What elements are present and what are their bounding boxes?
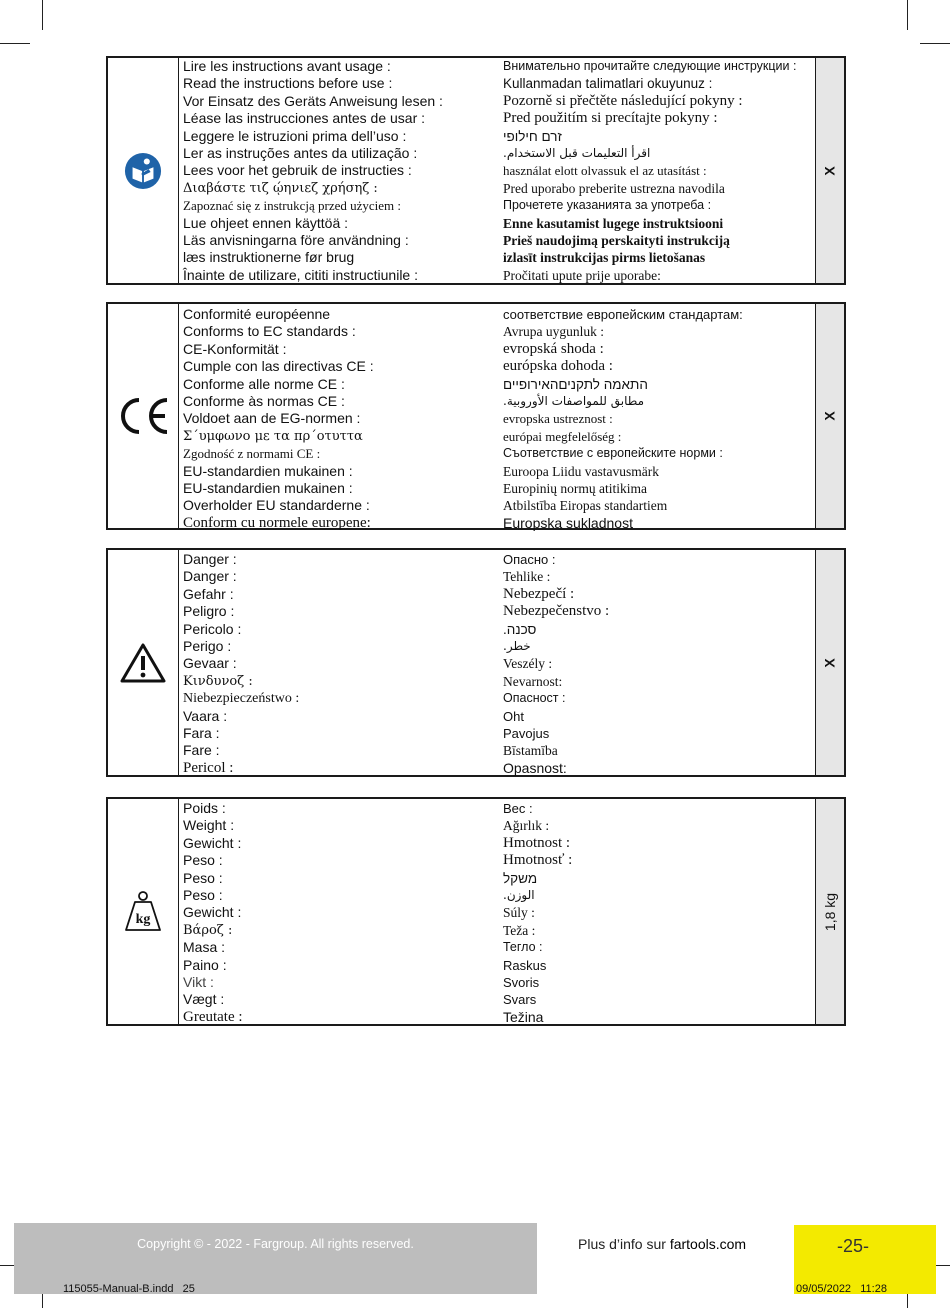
text-line: Perigo :	[183, 638, 232, 655]
text-line: Peso :	[183, 869, 223, 886]
value-cell	[815, 58, 844, 283]
text-line: Europinių normų atitikima	[503, 481, 647, 497]
slug-file: 115055-Manual-B.indd 25	[63, 1283, 195, 1295]
ce-mark-icon	[115, 396, 171, 436]
text-line: Vaara :	[183, 707, 228, 724]
page-number: -25-	[836, 1236, 869, 1256]
text-line: Svars	[503, 992, 537, 1008]
text-line: .مطابق للمواصفات الأوروبية	[503, 394, 645, 409]
text-line: Pericol :	[183, 759, 234, 776]
text-column-right	[503, 306, 743, 532]
text-line: Niebezpieczeństwo :	[183, 691, 300, 707]
text-line: EU-standardien mukainen :	[183, 480, 353, 497]
text-line: משקל	[503, 870, 538, 886]
text-line: Raskus	[503, 957, 547, 973]
read-manual-icon	[124, 152, 162, 190]
text-line: Pavojus	[503, 726, 550, 742]
text-line: Conforms to EC standards :	[183, 323, 356, 340]
icon-cell	[108, 799, 179, 1024]
text-line: Κινδυνοζ :	[183, 673, 253, 689]
text-line: соответствие европейским стандартам:	[503, 307, 743, 322]
text-line: Cumple con las directivas CE :	[183, 358, 374, 375]
text-column-left	[183, 306, 374, 532]
text-line: Danger :	[183, 568, 237, 585]
text-line: Léase las instrucciones antes de usar :	[183, 110, 426, 127]
text-line: Вес :	[503, 801, 533, 816]
text-line: Ağırlık :	[503, 818, 550, 834]
value-cell	[815, 304, 844, 528]
text-line: .סכנה	[503, 621, 537, 637]
text-line: Overholder EU standarderne :	[183, 497, 370, 514]
text-line: Súly :	[503, 905, 535, 921]
text-line: Bīstamība	[503, 743, 558, 759]
text-line: Danger :	[183, 551, 237, 567]
text-line: Zapoznać się z instrukcją przed użyciem :	[183, 198, 402, 214]
text-line: .اقرأ التعليمات قبل الاستخدام	[503, 146, 651, 161]
read-instructions-block	[106, 56, 846, 285]
weight-block	[106, 797, 846, 1026]
text-line: Europska sukladnost	[503, 514, 633, 531]
text-line: Conforme às normas CE :	[183, 393, 345, 410]
text-column-left	[183, 551, 299, 777]
text-line: Pred použitím si precítajte pokyny :	[503, 110, 718, 127]
text-line: Vor Einsatz des Geräts Anweisung lesen :	[183, 92, 443, 109]
text-column-right	[503, 800, 572, 1026]
text-line: Oht	[503, 708, 524, 724]
text-line: Pozorně si přečtěte následující pokyny :	[503, 92, 743, 109]
text-line: Fara :	[183, 725, 220, 742]
text-line: .خطر	[503, 639, 531, 654]
text-line: זרם חילופי	[503, 128, 562, 144]
text-line: Lees voor het gebruik de instructies :	[183, 162, 412, 179]
text-line: Σ΄υμφωνο με τα πρ΄οτυττα	[183, 428, 363, 444]
website-link[interactable]: fartools.com	[669, 1236, 747, 1252]
text-line: Zgodność z normami CE :	[183, 446, 321, 462]
text-line: Pericolo :	[183, 620, 242, 637]
text-line: Gefahr :	[183, 585, 234, 602]
text-line: læs instruktionerne før brug	[183, 249, 355, 266]
icon-cell	[108, 550, 179, 775]
text-line: Voldoet aan de EG-normen :	[183, 410, 361, 427]
text-line: Weight :	[183, 817, 235, 834]
text-line: Poids :	[183, 800, 226, 816]
text-column-right	[503, 58, 796, 284]
crop-mark	[920, 43, 950, 44]
weight-icon-label: kg	[135, 911, 151, 927]
text-line: Peso :	[183, 852, 223, 869]
text-line: Ler as instruções antes da utilização :	[183, 145, 418, 162]
text-line: Nevarnost:	[503, 673, 563, 689]
text-line: európai megfelelőség :	[503, 428, 622, 444]
text-line: Svoris	[503, 975, 540, 991]
weight-value: 1,8 kg	[822, 892, 839, 931]
text-line: Тегло :	[503, 940, 543, 955]
warning-triangle-icon	[119, 642, 167, 684]
text-line: Opasnost:	[503, 759, 567, 776]
text-line: Prieš naudojimą perskaityti instrukciją	[503, 233, 730, 249]
text-line: Înainte de utilizare, cititi instructiunile :	[183, 266, 418, 283]
text-line: Greutate :	[183, 1008, 243, 1025]
text-line: Hmotnost :	[503, 834, 571, 851]
text-line: Gevaar :	[183, 655, 237, 672]
text-line: Lue ohjeet ennen käyttöä :	[183, 214, 349, 231]
text-line: Vægt :	[183, 991, 225, 1008]
value-mark: X	[822, 411, 838, 421]
weight-kg-icon	[123, 890, 163, 934]
text-line: Опасно :	[503, 552, 556, 567]
more-info	[578, 1236, 746, 1252]
text-line: Težina	[503, 1008, 544, 1025]
text-line: Veszély :	[503, 656, 553, 672]
crop-mark	[42, 0, 43, 30]
text-line: Опасност :	[503, 691, 566, 706]
text-line: Nebezpečenstvo :	[503, 603, 610, 620]
text-line: .الوزن	[503, 888, 535, 903]
text-line: Lire les instructions avant usage :	[183, 58, 391, 74]
text-line: CE-Konformität :	[183, 340, 287, 357]
danger-block	[106, 548, 846, 777]
text-line: התאמה לתקניםהאירופיים	[503, 376, 648, 392]
text-line: Kullanmadan talimatlari okuyunuz :	[503, 76, 713, 92]
text-line: Avrupa uygunluk :	[503, 324, 604, 340]
text-line: Vikt :	[183, 974, 214, 991]
value-mark: X	[822, 165, 838, 176]
slug-date: 09/05/2022 11:28	[796, 1283, 887, 1295]
text-line: Съответствие с европейските норми :	[503, 446, 723, 461]
value-cell	[815, 799, 844, 1024]
value-mark: X	[822, 657, 838, 668]
text-line: Pred uporabo preberite ustrezna navodila	[503, 180, 725, 196]
text-column-left	[183, 58, 443, 284]
text-line: Atbilstība Eiropas standartiem	[503, 498, 668, 514]
crop-mark	[0, 43, 30, 44]
text-line: Βάροζ :	[183, 922, 233, 938]
text-line: Peso :	[183, 887, 223, 904]
icon-cell	[108, 304, 179, 528]
text-line: Conformité européenne	[183, 306, 331, 322]
text-line: Gewicht :	[183, 904, 242, 921]
text-line: Tehlike :	[503, 569, 551, 585]
text-line: Pročitati upute prije uporabe:	[503, 267, 661, 283]
text-line: Enne kasutamist lugege instruktsiooni	[503, 215, 724, 231]
text-line: Hmotnosť :	[503, 852, 573, 869]
text-line: izlasīt instrukcijas pirms lietošanas	[503, 250, 706, 266]
copyright-text: Copyright © - 2022 - Fargroup. All rights reserved.	[137, 1237, 414, 1251]
text-line: Διαβάστε τιζ ῴηνιεζ χρήσηζ :	[183, 180, 378, 196]
text-line: Teža :	[503, 922, 536, 938]
text-line: Gewicht :	[183, 834, 242, 851]
text-column-left	[183, 800, 243, 1026]
text-line: használat elott olvassuk el az utasítást :	[503, 163, 707, 179]
text-line: Read the instructions before use :	[183, 75, 393, 92]
text-line: Masa :	[183, 939, 226, 956]
more-info-prefix: Plus d’info sur	[578, 1236, 670, 1252]
text-line: Nebezpečí :	[503, 585, 575, 602]
ce-conformity-block	[106, 302, 846, 530]
text-line: evropska ustreznost :	[503, 411, 613, 427]
text-line: Fare :	[183, 742, 220, 759]
text-line: Conforme alle norme CE :	[183, 375, 345, 392]
text-line: Läs anvisningarna före användning :	[183, 232, 409, 249]
crop-mark	[907, 0, 908, 30]
text-line: Внимательно прочитайте следующие инструкции :	[503, 59, 797, 73]
text-line: Leggere le istruzioni prima dell’uso :	[183, 127, 407, 144]
text-line: európska dohoda :	[503, 358, 613, 375]
text-line: Paino :	[183, 956, 227, 973]
text-line: evropská shoda :	[503, 340, 604, 357]
text-column-right	[503, 551, 609, 777]
text-line: Conform cu normele europene:	[183, 514, 371, 531]
text-line: Прочетете указанията за употреба :	[503, 198, 712, 213]
value-cell	[815, 550, 844, 775]
text-line: Euroopa Liidu vastavusmärk	[503, 463, 659, 479]
text-line: EU-standardien mukainen :	[183, 462, 353, 479]
text-line: Peligro :	[183, 603, 235, 620]
icon-cell	[108, 58, 179, 283]
